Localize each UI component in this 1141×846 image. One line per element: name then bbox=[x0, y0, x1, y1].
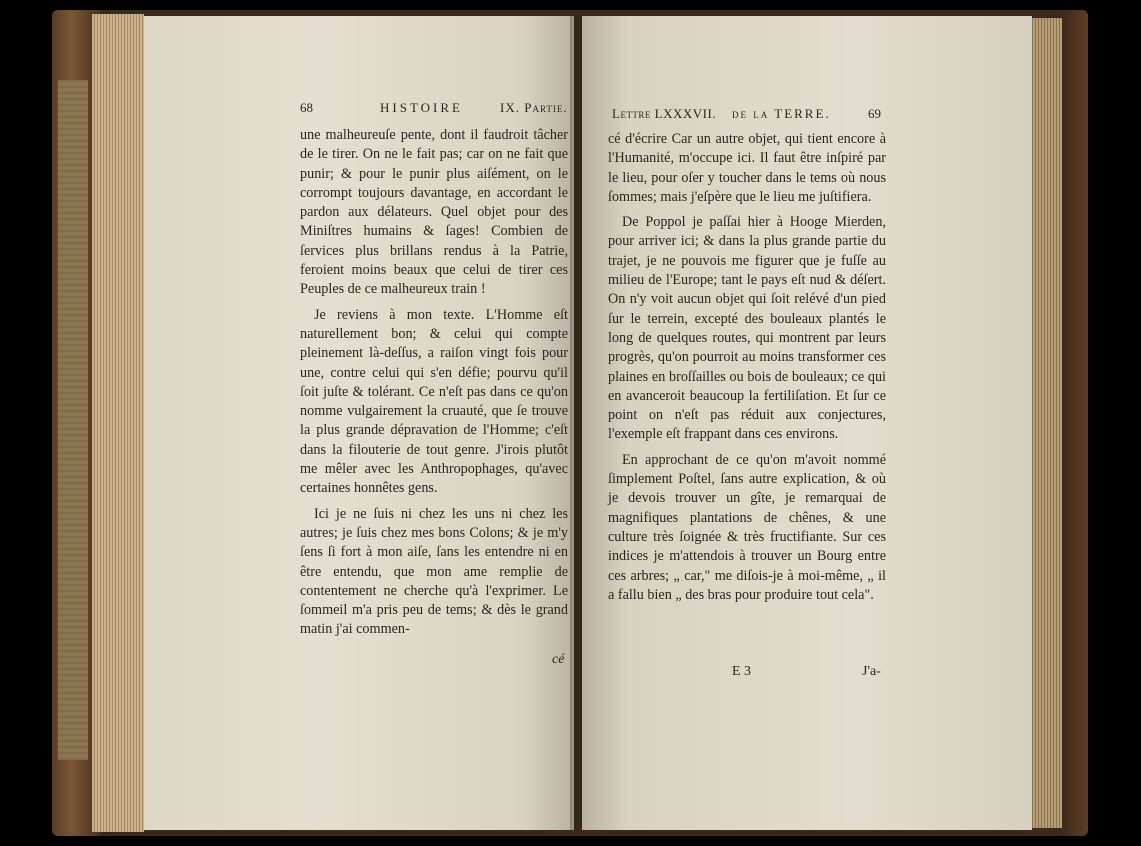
right-body bbox=[608, 130, 886, 605]
right-page bbox=[582, 16, 1032, 830]
right-page-edges bbox=[1030, 18, 1066, 828]
right-paragraph-3: En approchant de ce qu'on m'avoit nommé ſimplement Poſtel, ſans autre explication, & où je devois trouver un gîte, je remarquai de magnifiques plantations de chênes, & une culture très ſoignée & très fructifiante. Sur ces indices je m'attendois à trouver un Bourg entre ces arbres; „ car," me diſois-je à moi-même, „ il a fallu bien „ des bras pour produire tout cela". bbox=[608, 451, 886, 603]
right-letter-label: Lettre LXXXVII. bbox=[612, 106, 717, 121]
left-page bbox=[144, 16, 574, 830]
left-page-edges bbox=[92, 14, 144, 832]
right-catchword: J'a- bbox=[862, 664, 881, 679]
right-cover bbox=[1062, 10, 1088, 836]
left-part-label: IX. Partie. bbox=[500, 100, 568, 115]
left-paragraph-1: une malheureuſe pente, dont il faudroit tâcher de le tirer. On ne le fait pas; car on ne fait que punir; & pour le punir plus aiſément, on le corrompt toujours davantage, en accordant le pardon aux délateurs. Quel objet pour des Miniſtres humains & ſages! Combien de ſervices plus brillans rendus à la Patrie, feroient moins beaux que celui de tirer ces Peuples de ce malheureux train ! bbox=[300, 127, 568, 298]
book bbox=[52, 10, 1088, 836]
left-paragraph-3: Ici je ne ſuis ni chez les uns ni chez les autres; je ſuis chez mes bons Colons; & je m'y ſens ſi fort à mon aiſe, ſans les entendre ni en être entendu, que mon ame remplie de contentement ne cherche qu'à l'exprimer. Le ſommeil m'a pris peu de tems; & dès le grand matin j'ai commen- bbox=[300, 505, 568, 638]
left-running-head: HISTOIRE bbox=[380, 100, 463, 115]
right-paragraph-1: cé d'écrire Car un autre objet, qui tient encore à l'Humanité, m'occupe ici. Il faut être inſpiré par le lieu, pour oſer y toucher dans le tems où nous ſommes; mais j'eſpère que le lieu me juſtifiera. bbox=[608, 131, 886, 205]
right-page-number: 69 bbox=[868, 106, 881, 121]
right-running-head: de la TERRE. bbox=[732, 106, 831, 121]
left-page-number: 68 bbox=[300, 100, 313, 115]
left-paragraph-2: Je reviens à mon texte. L'Homme eſt naturellement bon; & celui qui compte pleinement là-deſſus, a raiſon vingt fois pour une, contre celui qui s'en défie; pourvu qu'il ſoit juſte & tolérant. Ce n'eſt pas dans ce qu'on nomme vulgairement la cruauté, que ſe trouve la plus grande dépravation de l'Homme; c'eſt dans la filouterie de tout genre. J'irois plutôt me mêler avec les Anthropophages, qu'avec certaines honnêtes gens. bbox=[300, 306, 568, 497]
signature-mark: E 3 bbox=[732, 664, 752, 679]
left-catchword: cé bbox=[552, 652, 565, 667]
right-paragraph-2: De Poppol je paſſai hier à Hooge Mierden, pour arriver ici; & dans la plus grande partie du trajet, je ne pouvois me figurer que je fuſſe au milieu de l'Europe; tant le pays eſt nud & déſert. On n'y voit aucun objet qui ſoit relévé d'un pied ſur le terrein, excepté des bouleaux plantés le long de quelques routes, qui montrent par leurs progrès, qu'on pourroit au moins transformer ces plaines en broſſailles ou bois de bouleaux; ce qui en avanceroit beaucoup la fertiliſation. Et ſur ce point on n'eſt pas réduit aux conjectures, l'exemple eſt frappant dans ces environs. bbox=[608, 214, 886, 443]
left-body bbox=[300, 126, 568, 640]
spine-label bbox=[58, 80, 88, 760]
